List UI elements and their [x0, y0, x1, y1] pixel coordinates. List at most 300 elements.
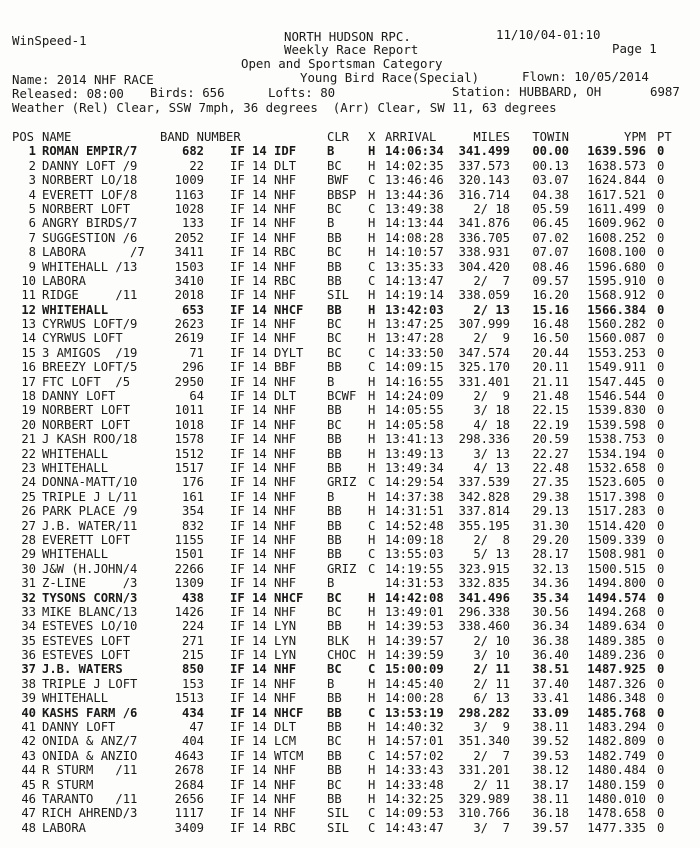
band-number-cell: 176: [181, 475, 204, 490]
band-id-cell: IF 14 NHF: [230, 317, 297, 332]
ypm-cell: 1487.326: [587, 676, 646, 691]
miles-cell: 298.336: [458, 432, 510, 447]
loft-name-cell: CYRWUS LOFT/9: [42, 317, 138, 332]
ypm-cell: 1532.658: [587, 460, 646, 475]
miles-cell: 2/ 18: [473, 201, 510, 216]
miles-cell: 2/ 13: [473, 302, 510, 317]
sex-cell: C: [368, 820, 376, 835]
points-cell: 0: [657, 619, 665, 634]
sex-cell: H: [368, 676, 376, 691]
ypm-cell: 1608.252: [587, 230, 646, 245]
position-cell: 35: [21, 633, 36, 648]
sex-cell: H: [368, 619, 376, 634]
band-number-cell: 1011: [174, 403, 204, 418]
ypm-cell: 1609.962: [587, 216, 646, 231]
arrival-cell: 14:24:09: [385, 389, 444, 404]
ypm-cell: 1566.384: [587, 302, 646, 317]
position-cell: 37: [21, 662, 36, 677]
color-cell: BB: [327, 273, 342, 288]
miles-cell: 2/ 8: [473, 532, 510, 547]
miles-cell: 2/ 7: [473, 748, 510, 763]
towin-cell: 08.46: [532, 259, 569, 274]
ypm-cell: 1539.830: [587, 403, 646, 418]
sex-cell: H: [368, 144, 376, 159]
miles-cell: 3/ 7: [473, 820, 510, 835]
color-cell: SIL: [327, 820, 350, 835]
miles-cell: 298.282: [458, 705, 510, 720]
sex-cell: H: [368, 417, 376, 432]
miles-cell: 338.059: [458, 288, 510, 303]
band-number-cell: 1163: [174, 187, 204, 202]
loft-name-cell: J.B. WATERS: [42, 662, 123, 677]
sex-cell: H: [368, 590, 376, 605]
miles-cell: 332.835: [458, 576, 510, 591]
ypm-cell: 1494.800: [587, 576, 646, 591]
arrival-cell: 13:41:13: [385, 432, 444, 447]
table-row: [12, 159, 692, 173]
ypm-cell: 1480.010: [587, 791, 646, 806]
points-cell: 0: [657, 158, 665, 173]
sex-cell: H: [368, 317, 376, 332]
points-cell: 0: [657, 532, 665, 547]
arrival-cell: 14:31:53: [385, 576, 444, 591]
band-number-cell: 1309: [174, 576, 204, 591]
ypm-cell: 1494.268: [587, 604, 646, 619]
color-cell: BCWF: [327, 389, 357, 404]
color-cell: BC: [327, 331, 342, 346]
band-number-cell: 653: [181, 302, 204, 317]
points-cell: 0: [657, 331, 665, 346]
position-cell: 36: [21, 648, 36, 663]
loft-name-cell: NORBERT LOFT: [42, 403, 131, 418]
column-header-towin: TOWIN: [532, 130, 569, 144]
band-id-cell: IF 14 NHF: [230, 288, 297, 303]
loft-name-cell: EVERETT LOFT: [42, 532, 131, 547]
band-id-cell: IF 14 NHF: [230, 763, 297, 778]
color-cell: BB: [327, 302, 342, 317]
towin-cell: 36.38: [532, 633, 569, 648]
loft-name-cell: SUGGESTION /6: [42, 230, 138, 245]
report-title: Weekly Race Report: [284, 42, 419, 57]
arrival-cell: 15:00:09: [385, 662, 444, 677]
loft-name-cell: ROMAN EMPIR/7: [42, 144, 138, 159]
miles-cell: 2/ 9: [473, 331, 510, 346]
color-cell: BB: [327, 259, 342, 274]
arrival-cell: 14:37:38: [385, 489, 444, 504]
band-number-cell: 271: [181, 633, 204, 648]
points-cell: 0: [657, 576, 665, 591]
loft-name-cell: LABORA: [42, 273, 87, 288]
ypm-cell: 1596.680: [587, 259, 646, 274]
towin-cell: 29.20: [532, 532, 569, 547]
ypm-cell: 1487.925: [587, 662, 646, 677]
position-cell: 24: [21, 475, 36, 490]
loft-name-cell: KASHS FARM /6: [42, 705, 138, 720]
points-cell: 0: [657, 763, 665, 778]
flown-date: Flown: 10/05/2014: [522, 69, 649, 84]
table-row: [12, 260, 692, 274]
loft-name-cell: MIKE BLANC/13: [42, 604, 138, 619]
band-id-cell: IF 14 DLT: [230, 389, 297, 404]
miles-cell: 342.828: [458, 489, 510, 504]
loft-name-cell: LABORA: [42, 820, 87, 835]
band-id-cell: IF 14 RBC: [230, 273, 297, 288]
towin-cell: 22.27: [532, 446, 569, 461]
band-number-cell: 2619: [174, 331, 204, 346]
band-number-cell: 4643: [174, 748, 204, 763]
miles-cell: 307.999: [458, 317, 510, 332]
table-row: [12, 662, 692, 676]
arrival-cell: 13:49:38: [385, 201, 444, 216]
color-cell: BB: [327, 230, 342, 245]
loft-name-cell: R STURM: [42, 777, 94, 792]
towin-cell: 39.53: [532, 748, 569, 763]
color-cell: BC: [327, 662, 342, 677]
ypm-cell: 1549.911: [587, 360, 646, 375]
table-row: [12, 734, 692, 748]
color-cell: BB: [327, 691, 342, 706]
arrival-cell: 13:35:33: [385, 259, 444, 274]
sex-cell: H: [368, 331, 376, 346]
position-cell: 34: [21, 619, 36, 634]
arrival-cell: 14:31:51: [385, 504, 444, 519]
sex-cell: C: [368, 360, 376, 375]
position-cell: 10: [21, 273, 36, 288]
table-row: [12, 504, 692, 518]
loft-name-cell: TRIPLE J L/11: [42, 489, 138, 504]
table-row: [12, 475, 692, 489]
towin-cell: 38.11: [532, 720, 569, 735]
band-id-cell: IF 14 NHF: [230, 432, 297, 447]
table-row: [12, 303, 692, 317]
sex-cell: H: [368, 432, 376, 447]
position-cell: 17: [21, 374, 36, 389]
miles-cell: 2/ 11: [473, 777, 510, 792]
arrival-cell: 13:49:01: [385, 604, 444, 619]
ypm-cell: 1477.335: [587, 820, 646, 835]
sex-cell: C: [368, 345, 376, 360]
band-number-cell: 71: [189, 345, 204, 360]
arrival-cell: 14:33:48: [385, 777, 444, 792]
towin-cell: 00.00: [532, 144, 569, 159]
band-number-cell: 2684: [174, 777, 204, 792]
table-row: [12, 763, 692, 777]
towin-cell: 27.35: [532, 475, 569, 490]
band-number-cell: 438: [181, 590, 204, 605]
loft-name-cell: ONIDA & ANZIO: [42, 748, 138, 763]
table-row: [12, 792, 692, 806]
loft-name-cell: J.B. WATER/11: [42, 518, 138, 533]
band-id-cell: IF 14 NHF: [230, 532, 297, 547]
position-cell: 5: [28, 201, 36, 216]
position-cell: 33: [21, 604, 36, 619]
ypm-cell: 1483.294: [587, 720, 646, 735]
miles-cell: 3/ 9: [473, 720, 510, 735]
band-number-cell: 64: [189, 389, 204, 404]
towin-cell: 05.59: [532, 201, 569, 216]
towin-cell: 30.56: [532, 604, 569, 619]
arrival-cell: 14:32:25: [385, 791, 444, 806]
miles-cell: 338.931: [458, 245, 510, 260]
band-number-cell: 1517: [174, 460, 204, 475]
arrival-cell: 14:16:55: [385, 374, 444, 389]
towin-cell: 16.48: [532, 317, 569, 332]
arrival-cell: 14:39:53: [385, 619, 444, 634]
miles-cell: 6/ 13: [473, 691, 510, 706]
table-row: [12, 648, 692, 662]
ypm-cell: 1509.339: [587, 532, 646, 547]
loft-name-cell: J KASH ROO/18: [42, 432, 138, 447]
ypm-cell: 1489.634: [587, 619, 646, 634]
color-cell: CHOC: [327, 648, 357, 663]
position-cell: 16: [21, 360, 36, 375]
position-cell: 19: [21, 403, 36, 418]
position-cell: 9: [28, 259, 36, 274]
table-row: [12, 360, 692, 374]
color-cell: B: [327, 576, 335, 591]
points-cell: 0: [657, 259, 665, 274]
points-cell: 0: [657, 604, 665, 619]
arrival-cell: 14:39:59: [385, 648, 444, 663]
towin-cell: 03.07: [532, 173, 569, 188]
points-cell: 0: [657, 374, 665, 389]
band-id-cell: IF 14 NHF: [230, 504, 297, 519]
band-number-cell: 22: [189, 158, 204, 173]
position-cell: 29: [21, 547, 36, 562]
table-row: [12, 288, 692, 302]
race-type: Young Bird Race(Special): [300, 70, 480, 85]
band-number-cell: 296: [181, 360, 204, 375]
loft-name-cell: RICH AHREND/3: [42, 806, 138, 821]
table-row: [12, 562, 692, 576]
loft-name-cell: NORBERT LOFT: [42, 201, 131, 216]
miles-cell: 3/ 10: [473, 648, 510, 663]
column-header-x: X: [368, 130, 376, 144]
color-cell: BC: [327, 201, 342, 216]
position-cell: 46: [21, 791, 36, 806]
station-name: Station: HUBBARD, OH: [452, 84, 602, 99]
points-cell: 0: [657, 475, 665, 490]
ypm-cell: 1538.753: [587, 432, 646, 447]
loft-name-cell: BREEZY LOFT/5: [42, 360, 138, 375]
ypm-cell: 1489.236: [587, 648, 646, 663]
towin-cell: 38.12: [532, 763, 569, 778]
ypm-cell: 1482.809: [587, 734, 646, 749]
position-cell: 26: [21, 504, 36, 519]
position-cell: 41: [21, 720, 36, 735]
sex-cell: H: [368, 403, 376, 418]
sex-cell: C: [368, 173, 376, 188]
points-cell: 0: [657, 432, 665, 447]
ypm-cell: 1608.100: [587, 245, 646, 260]
points-cell: 0: [657, 720, 665, 735]
arrival-cell: 14:43:47: [385, 820, 444, 835]
table-row: [12, 634, 692, 648]
band-number-cell: 1028: [174, 201, 204, 216]
color-cell: BLK: [327, 633, 350, 648]
band-id-cell: IF 14 NHF: [230, 547, 297, 562]
sex-cell: H: [368, 302, 376, 317]
towin-cell: 20.11: [532, 360, 569, 375]
sex-cell: C: [368, 259, 376, 274]
band-number-cell: 153: [181, 676, 204, 691]
miles-cell: 304.420: [458, 259, 510, 274]
band-id-cell: IF 14 NHF: [230, 446, 297, 461]
sex-cell: H: [368, 763, 376, 778]
position-cell: 20: [21, 417, 36, 432]
table-row: [12, 274, 692, 288]
table-row: [12, 245, 692, 259]
loft-name-cell: RIDGE /11: [42, 288, 138, 303]
miles-cell: 336.705: [458, 230, 510, 245]
band-id-cell: IF 14 NHF: [230, 460, 297, 475]
points-cell: 0: [657, 273, 665, 288]
sex-cell: C: [368, 273, 376, 288]
loft-name-cell: TYSONS CORN/3: [42, 590, 138, 605]
ypm-cell: 1482.749: [587, 748, 646, 763]
position-cell: 45: [21, 777, 36, 792]
loft-name-cell: EVERETT LOF/8: [42, 187, 138, 202]
band-number-cell: 3409: [174, 820, 204, 835]
station-code: 6987: [650, 84, 680, 99]
arrival-cell: 14:09:18: [385, 532, 444, 547]
points-cell: 0: [657, 820, 665, 835]
points-cell: 0: [657, 504, 665, 519]
points-cell: 0: [657, 245, 665, 260]
band-number-cell: 1117: [174, 806, 204, 821]
points-cell: 0: [657, 691, 665, 706]
arrival-cell: 13:49:34: [385, 460, 444, 475]
points-cell: 0: [657, 360, 665, 375]
arrival-cell: 14:05:58: [385, 417, 444, 432]
sex-cell: C: [368, 662, 376, 677]
sex-cell: H: [368, 230, 376, 245]
ypm-cell: 1553.253: [587, 345, 646, 360]
points-cell: 0: [657, 389, 665, 404]
arrival-cell: 13:46:46: [385, 173, 444, 188]
towin-cell: 36.40: [532, 648, 569, 663]
loft-name-cell: ESTEVES LO/10: [42, 619, 138, 634]
ypm-cell: 1517.398: [587, 489, 646, 504]
points-cell: 0: [657, 187, 665, 202]
sex-cell: C: [368, 201, 376, 216]
points-cell: 0: [657, 489, 665, 504]
position-cell: 39: [21, 691, 36, 706]
column-header-pt: PT: [657, 130, 672, 144]
loft-name-cell: WHITEHALL /13: [42, 259, 138, 274]
color-cell: B: [327, 144, 335, 159]
towin-cell: 39.57: [532, 820, 569, 835]
table-row: [12, 519, 692, 533]
band-number-cell: 133: [181, 216, 204, 231]
towin-cell: 32.13: [532, 561, 569, 576]
towin-cell: 39.52: [532, 734, 569, 749]
band-number-cell: 1426: [174, 604, 204, 619]
color-cell: BWF: [327, 173, 350, 188]
towin-cell: 21.48: [532, 389, 569, 404]
sex-cell: C: [368, 518, 376, 533]
loft-name-cell: WHITEHALL: [42, 547, 109, 562]
color-cell: BB: [327, 460, 342, 475]
color-cell: BB: [327, 504, 342, 519]
points-cell: 0: [657, 547, 665, 562]
color-cell: BC: [327, 317, 342, 332]
position-cell: 28: [21, 532, 36, 547]
arrival-cell: 14:00:28: [385, 691, 444, 706]
loft-name-cell: ONIDA & ANZ/7: [42, 734, 138, 749]
band-number-cell: 2018: [174, 288, 204, 303]
loft-name-cell: NORBERT LO/18: [42, 173, 138, 188]
band-number-cell: 3410: [174, 273, 204, 288]
miles-cell: 2/ 9: [473, 389, 510, 404]
miles-cell: 3/ 18: [473, 403, 510, 418]
band-id-cell: IF 14 NHF: [230, 576, 297, 591]
sex-cell: H: [368, 245, 376, 260]
table-row: [12, 677, 692, 691]
table-row: [12, 188, 692, 202]
towin-cell: 31.30: [532, 518, 569, 533]
towin-cell: 38.17: [532, 777, 569, 792]
sex-cell: H: [368, 504, 376, 519]
points-cell: 0: [657, 648, 665, 663]
arrival-cell: 14:33:50: [385, 345, 444, 360]
position-cell: 47: [21, 806, 36, 821]
band-id-cell: IF 14 DLT: [230, 720, 297, 735]
towin-cell: 22.19: [532, 417, 569, 432]
band-number-cell: 1501: [174, 547, 204, 562]
ypm-cell: 1560.282: [587, 317, 646, 332]
color-cell: BB: [327, 791, 342, 806]
miles-cell: 325.170: [458, 360, 510, 375]
miles-cell: 331.201: [458, 763, 510, 778]
arrival-cell: 14:40:32: [385, 720, 444, 735]
column-header-arrival: ARRIVAL: [385, 130, 437, 144]
sex-cell: C: [368, 547, 376, 562]
towin-cell: 28.17: [532, 547, 569, 562]
miles-cell: 2/ 11: [473, 662, 510, 677]
position-cell: 3: [28, 173, 36, 188]
table-row: [12, 720, 692, 734]
table-row: [12, 346, 692, 360]
band-id-cell: IF 14 NHF: [230, 417, 297, 432]
color-cell: BB: [327, 705, 342, 720]
band-id-cell: IF 14 NHCF: [230, 705, 304, 720]
band-id-cell: IF 14 NHF: [230, 691, 297, 706]
miles-cell: 2/ 10: [473, 633, 510, 648]
loft-name-cell: DANNY LOFT: [42, 389, 116, 404]
miles-cell: 2/ 11: [473, 676, 510, 691]
ypm-cell: 1639.596: [587, 144, 646, 159]
ypm-cell: 1514.420: [587, 518, 646, 533]
arrival-cell: 14:45:40: [385, 676, 444, 691]
band-id-cell: IF 14 NHF: [230, 331, 297, 346]
ypm-cell: 1611.499: [587, 201, 646, 216]
miles-cell: 341.499: [458, 144, 510, 159]
color-cell: SIL: [327, 806, 350, 821]
points-cell: 0: [657, 748, 665, 763]
arrival-cell: 14:52:48: [385, 518, 444, 533]
loft-name-cell: PARK PLACE /9: [42, 504, 138, 519]
miles-cell: 351.340: [458, 734, 510, 749]
towin-cell: 16.20: [532, 288, 569, 303]
loft-name-cell: R STURM /11: [42, 763, 138, 778]
results-rows: [12, 144, 692, 835]
arrival-cell: 14:02:35: [385, 158, 444, 173]
band-number-cell: 1513: [174, 691, 204, 706]
loft-name-cell: ANGRY BIRDS/7: [42, 216, 138, 231]
band-id-cell: IF 14 RBC: [230, 820, 297, 835]
position-cell: 11: [21, 288, 36, 303]
